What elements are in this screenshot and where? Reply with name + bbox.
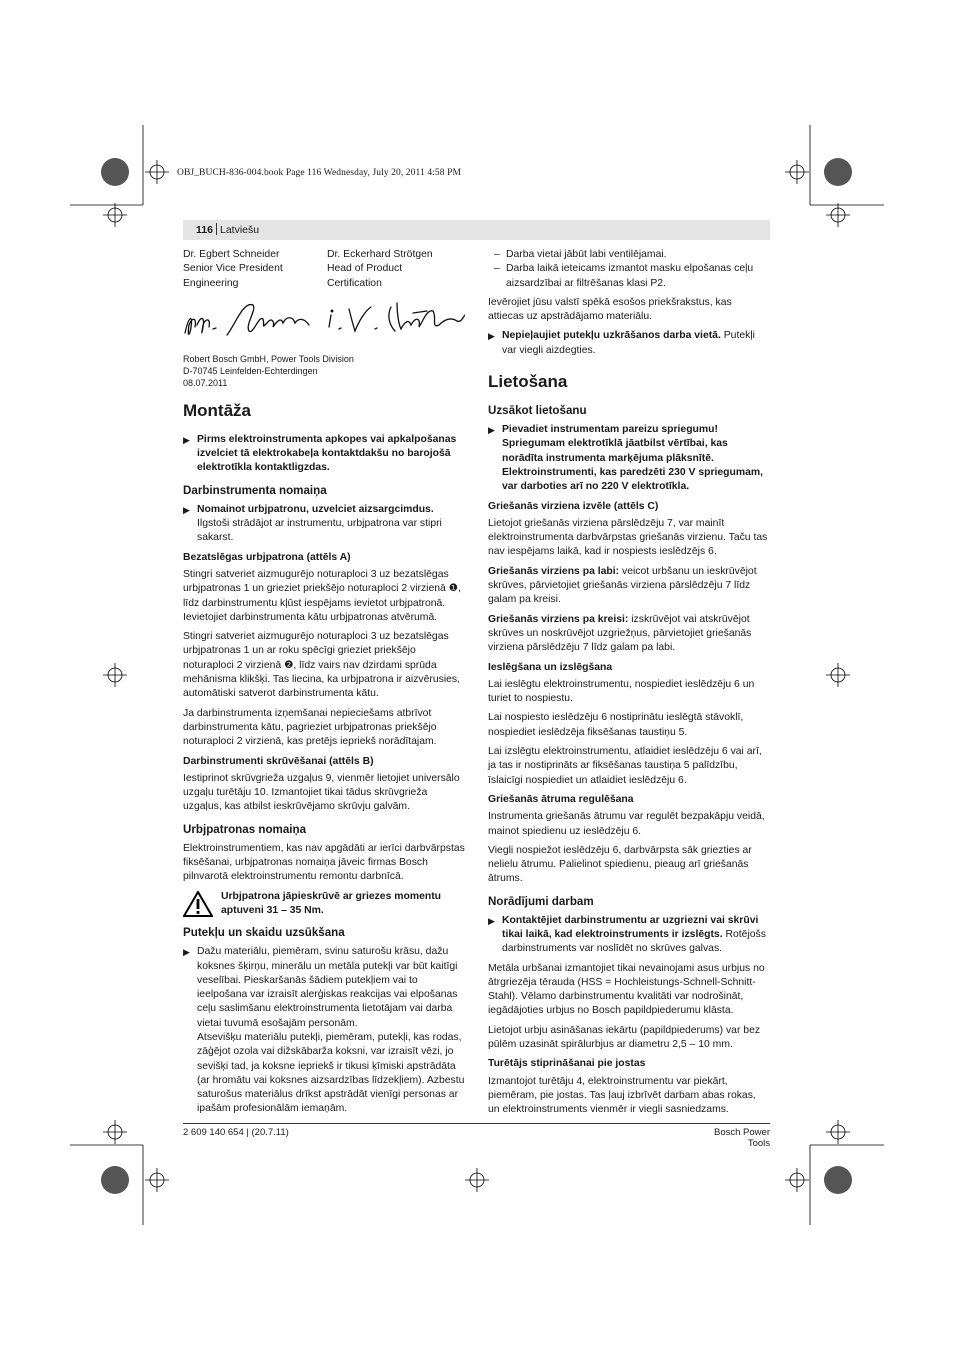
signatory-title: Engineering [183, 277, 239, 289]
paragraph: Lietojot griešanās virziena pārslēdzēju 7, var mainīt elektroinstrumenta darbvārpstas griešanās virzienu. Taču tas nav iespējams laikā, kad ir nospiests ieslēdzējs 6. [488, 517, 768, 558]
bullet-text: Pievadiet instrumentam pareizu spriegumu! Spriegumam elektrotīklā jāatbilst vērtībai, kas norādīta instrumenta marķējuma plāksnītē. Elektroinstrumenti, kas paredzēti 230 V spriegumam, var darboties arī no 220 V elektrotīkla. [502, 424, 764, 493]
signatory-name: Dr. Egbert Schneider [183, 249, 280, 260]
signatory-name: Dr. Eckerhard Strötgen [327, 249, 433, 260]
footer-rule [183, 1123, 770, 1124]
bullet-arrow-icon: ▶ [488, 425, 495, 436]
paragraph: Lai nospiesto ieslēdzēju 6 nostiprinātu ieslēgtā stāvoklī, nospiediet ieslēdzēja fiksēšanas taustiņu 5. [488, 712, 744, 738]
dash-item: – Darba laikā ieteicams izmantot masku elpošanas ceļu aizsardzībai ar filtrēšanas klasi P2. [494, 263, 754, 289]
paragraph [488, 613, 770, 656]
paragraph: Lai izslēgtu elektroinstrumentu, atlaidiet ieslēdzēju 6 vai arī, ja tas ir nostiprināts ar fiksēšanas taustiņa 5 palīdzību, īslaicīgi nospiediet un atlaidiet ieslēdzēju 6. [488, 746, 762, 786]
bullet-bold-text: Nomainot urbjpatronu, uzvelciet aizsargcimdus. [197, 503, 434, 515]
subsection-title: Darbinstrumenta nomaiņa [183, 483, 327, 497]
signatories [183, 248, 465, 291]
right-column [488, 248, 770, 1123]
header-divider [216, 223, 217, 235]
bullet-text: Ilgstoši strādājot ar instrumentu, urbjpatrona var stipri sakarst. [197, 518, 442, 544]
signatory-1 [183, 248, 327, 291]
bullet-arrow-icon: ▶ [488, 915, 495, 926]
inline-bold: Griešanās virziens pa kreisi: [488, 613, 629, 625]
paragraph: Elektroinstrumentiem, kas nav apgādāti ar ierīci darbvārpstas fiksēšanai, urbjpatronas nomaiņa jāveic firmas Bosch pilnvarotā elektroinstrumentu remontu darbnīcā. [183, 842, 465, 883]
paragraph: Instrumenta griešanās ātrumu var regulēt bezpakāpju veidā, mainot spiedienu uz ieslēdzēju 6. [488, 811, 765, 837]
subheading: Turētājs stiprināšanai pie jostas [488, 1058, 646, 1070]
page-header [183, 220, 770, 240]
footer-brand: Bosch Power Tools [714, 1127, 770, 1149]
bullet-text: Pirms elektroinstrumenta apkopes vai apkalpošanas izvelciet tā elektrokabeļa kontaktdakšu no barojošā elektrotīkla kontaktligzdas. [197, 433, 457, 474]
paragraph-text: veicot urbšanu un ieskrūvējot skrūves, pārvietojiet griešanās virziena pārslēdzēju 7 līdz galam pa kreisi. [488, 565, 757, 606]
company-address [183, 353, 465, 389]
paragraph: Iestiprinot skrūvgrieža uzgaļus 9, vienmēr lietojiet universālo uzgaļu turētāju 10. Izmantojiet tikai tādus skrūvgrieža uzgaļus, kas atbilst ieskrūvējamo skrūvju galvām. [183, 772, 460, 813]
left-column [183, 248, 465, 1122]
warning-bullet [488, 329, 770, 358]
paragraph: Ja darbinstrumenta izņemšanai nepieciešams atbrīvot darbinstrumenta kātu, pagrieziet urbjpatronas priekšējo noturaploci 2 virzienā, kas pretējs iepriekš norādītajam. [183, 707, 437, 748]
section-title-lietosana: Lietošana [488, 372, 568, 392]
warning-bullet [183, 503, 465, 546]
section-title-montaza: Montāža [183, 400, 251, 420]
paragraph: Stingri satveriet aizmugurējo noturaploci 3 uz bezatslēgas urbjpatronas 1 un grieziet priekšējo noturaploci 2 virzienā ❶, līdz darbinstrumentu kļūst iespējams ievietot urbjpatronā. Ievietojiet darbinstrumenta kātu urbjpatronas atvērumā. [183, 568, 461, 623]
bullet-bold-text: Nepieļaujiet putekļu uzkrāšanos darba vietā. [502, 330, 721, 342]
bullet-text: Rotējošs darbinstruments var noslīdēt no skrūves galvas. [502, 928, 766, 955]
paragraph: Ievērojiet jūsu valstī spēkā esošos priekšrakstus, kas attiecas uz apstrādājamo materiālu. [488, 296, 732, 323]
subheading: Darbinstrumenti skrūvēšanai (attēls B) [183, 755, 374, 767]
paragraph: Stingri satveriet aizmugurējo noturaploci 3 uz bezatslēgas urbjpatronas 1 un ar roku spēcīgi grieziet priekšējo noturaploci 2 virzienā ❷, līdz vairs nav dzirdami sprūda mehānisma klikšķi. Tas liecina, ka urbjpatrona ir aizvērusies, automātiski satverot darbinstrumenta kātu. [183, 631, 461, 700]
warning-bullet [183, 433, 465, 476]
warning-triangle-icon [183, 891, 213, 917]
subheading: Bezatslēgas urbjpatrona (attēls A) [183, 551, 351, 563]
footer-doc-number: 2 609 140 654 | (20.7.11) [183, 1127, 289, 1138]
subsection-title: Norādījumi darbam [488, 894, 594, 908]
torque-warning [183, 890, 465, 919]
bullet-arrow-icon: ▶ [183, 947, 190, 958]
warning-bullet [488, 423, 770, 494]
address-line: D-70745 Leinfelden-Echterdingen [183, 365, 318, 376]
bullet-text: Dažu materiālu, piemēram, svinu saturošu krāsu, dažu koksnes šķirņu, minerālu un metāla putekļi var būt kaitīgi veselībai. Pieskaršanās šādiem putekļiem vai to ieelpošana var izraisīt alerģiskas reakcijas vai elpošanas ceļu saslimšanu elektroinstrumenta lietotājam vai darba vietai tuvumā esošajām personām. [197, 946, 458, 1029]
paragraph: Lietojot urbju asināšanas iekārtu (papildpiederums) var bez pūlēm uzasināt spirālurbjus ar diametru 2,5 – 10 mm. [488, 1024, 761, 1051]
dash-text: Darba vietai jābūt labi ventilējamai. [506, 249, 667, 260]
inline-bold: Griešanās virziens pa labi: [488, 565, 620, 577]
subsection-title: Urbjpatronas nomaiņa [183, 822, 307, 836]
paragraph: Izmantojot turētāju 4, elektroinstrumentu var piekārt, piemēram, pie jostas. Tas ļauj izbrīvēt darbam abas rokas, un elektroinstruments vienmēr ir viegli sasniedzams. [488, 1075, 756, 1116]
paragraph: Metāla urbšanai izmantojiet tikai nevainojami asus urbjus no ātrgriezēja tērauda (HSS = Hochleistungs-Schnell-Schnitt-Stahl). Vēlamo darbinstrumentu kvalitāti var nodrošināt, iegādājoties urbjus no Bosch papildpiederumu klāsta. [488, 962, 765, 1017]
signatory-title: Head of Product [327, 263, 403, 275]
bullet-bold-text: Kontaktējiet darbinstrumentu ar uzgriezni vai skrūvi tikai laikā, kad elektroinstruments ir izslēgts. [502, 914, 759, 940]
paragraph-text: izskrūvējot vai atskrūvējot skrūves un noskrūvējot uzgriežņus, pārvietojiet griešanās virziena pārslēdzēju 7 līdz galam pa labi. [488, 613, 752, 654]
dash-text: Darba laikā ieteicams izmantot masku elpošanas ceļu aizsardzībai ar filtrēšanas klasi P2. [506, 263, 754, 289]
bullet-arrow-icon: ▶ [488, 331, 495, 342]
page-number: 116 [196, 224, 213, 236]
warning-bullet [488, 914, 770, 957]
subheading: Griešanās ātruma regulēšana [488, 793, 634, 805]
warning-bullet [183, 945, 465, 1117]
paragraph [488, 565, 770, 608]
paragraph: Lai ieslēgtu elektroinstrumentu, nospiediet ieslēdzēju 6 un turiet to nospiestu. [488, 678, 755, 705]
subsection-title: Putekļu un skaidu uzsūkšana [183, 926, 345, 940]
signatory-title: Certification [327, 277, 382, 289]
dash-item: – Darba vietai jābūt labi ventilējamai. [494, 249, 667, 260]
signatory-title: Senior Vice President [183, 263, 283, 275]
bullet-text: Putekļi var viegli aizdegties. [502, 330, 755, 356]
subheading: Griešanās virziena izvēle (attēls C) [488, 500, 659, 512]
page-language: Latviešu [220, 224, 260, 236]
bullet-text: Atsevišķu materiālu putekļi, piemēram, putekļi, kas rodas, zāģējot ozola vai dižskābarža koksni, var izraisīt vēzi, jo sevišķi tad, ja koksne iepriekš ir tikusi ķīmiski apstrādāta (ar hromātu vai koksnes aizsardzības līdzekļiem). Azbestu saturošus materiālus drīkst apstrādāt vienīgi personas ar ipašām profesionālām iemaņām. [197, 1031, 465, 1115]
bullet-arrow-icon: ▶ [183, 504, 190, 515]
file-info-line: OBJ_BUCH-836-004.book Page 116 Wednesday, July 20, 2011 4:58 PM [177, 168, 462, 178]
address-line: Robert Bosch GmbH, Power Tools Division [183, 353, 354, 364]
bullet-arrow-icon: ▶ [183, 434, 190, 445]
warning-text: Urbjpatrona jāpieskrūvē ar griezes momentu aptuveni 31 – 35 Nm. [221, 890, 442, 916]
signatory-2 [327, 248, 471, 291]
address-date: 08.07.2011 [183, 377, 228, 388]
paragraph: Viegli nospiežot ieslēdzēju 6, darbvārpsta sāk griezties ar nelielu ātrumu. Palielinot spiedienu, pieaug arī griešanās ātrums. [488, 844, 752, 885]
subheading: Ieslēgšana un izslēgšana [488, 661, 613, 673]
subsection-title: Uzsākot lietošanu [488, 404, 587, 418]
handwritten-signatures [183, 295, 465, 345]
